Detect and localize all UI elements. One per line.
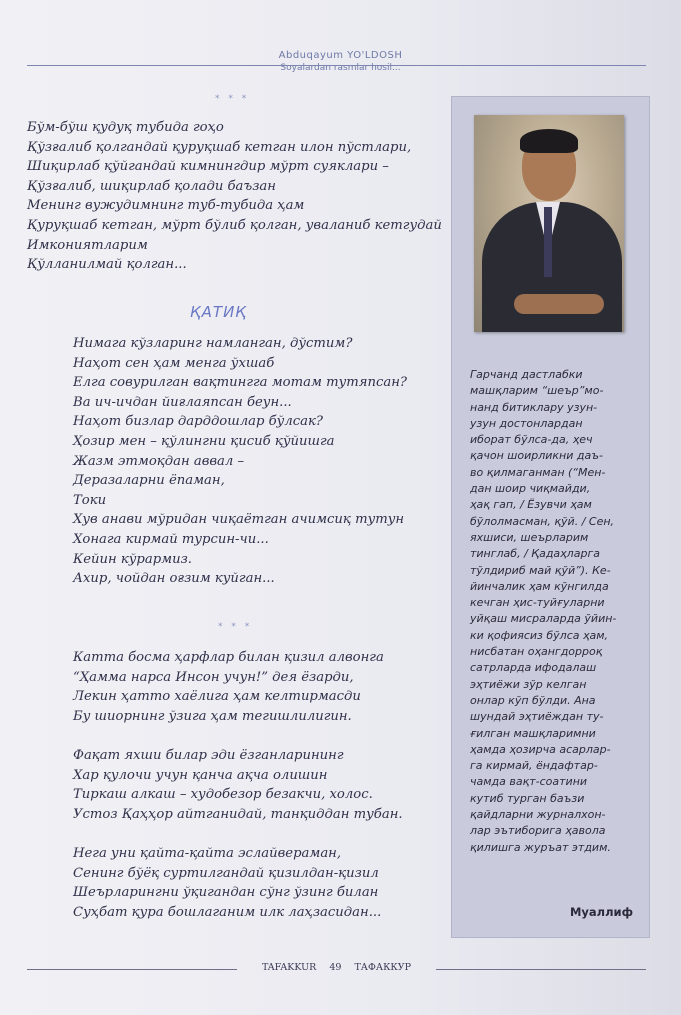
poem-line: Катта босма ҳарфлар билан қизил алвонга [73,650,384,665]
poem-line: Лекин ҳатто хаёлига ҳам келтирмасди [73,689,361,705]
poem-line: Қўлланилмай қолган... [27,257,187,273]
poem-line: Хар қулочи учун қанча ақча олишин [73,767,328,783]
poem-line [73,726,403,746]
page-number: 49 [329,962,342,973]
author-note-line: дан шоир чиқмайди, [470,482,591,496]
author-note-line: сатрларда ифодалаш [470,661,597,675]
author-signature: Муаллиф [569,905,633,919]
poem-line: Шеърларингни ўқигандан сўнг ўзинг билан [73,885,379,901]
author-note-line: ки қофиясиз бўлса ҳам, [470,628,609,642]
poem-line: Ҳозир мен – қўлингни қисиб қўйишга [73,433,335,449]
poem-title-qatiq: ҚАТИҚ [190,303,247,321]
author-note-line: машқларим “шеър”мо- [470,384,604,398]
poem-line: Кейин кўрармиз. [73,551,192,567]
author-note-line: шундай эҳтиёждан ту- [470,710,604,724]
poem-line: Нега уни қайта-қайта эслайвераман, [73,845,342,861]
poem-line: Фақат яхши билар эди ёзганларининг [73,747,344,763]
author-note-line: бўлолмасман, қўй. / Сен, [470,514,615,528]
poem-line: Шиқирлаб қўйгандай кимнингдир мўрт суяклари – [27,159,389,175]
poem-line: Устоз Қаҳҳор айтганидай, танқиддан тубан. [73,806,403,822]
author-note-line: лар эътиборига ҳавола [470,824,606,838]
author-note-line: яхшиси, шеърларим [470,530,589,544]
stanza-separator-top: * * * [215,94,250,104]
author-note-line: Гарчанд дастлабки [470,368,583,381]
poem-line: Елга совурилган вақтингга мотам тутяпсан? [73,375,407,391]
header-rule [27,65,646,66]
author-note-line: иборат бўлса-да, ҳеч [470,433,593,447]
poem-line: Нимага кўзларинг намланган, дўстим? [73,336,353,351]
footer-magazine-latin: TAFAKKUR [261,962,317,973]
poem-line: Токи [73,492,107,508]
author-note-line: ҳамда ҳозирча асарлар- [470,742,611,756]
author-name: Abduqayum YO'LDOSH [278,50,403,61]
poem-line [73,824,403,844]
author-photo [474,115,624,332]
poem-line: Сенинг бўёқ суртилгандай қизилдан-қизил [73,865,379,881]
author-note-line: нанд битикларy узун- [470,400,598,414]
author-note-line: йинчалик ҳам кўнгилда [470,579,609,593]
author-note-line: тўлдириб май қўй”). Ке- [470,563,611,577]
author-note-line: тинглаб, / Қадаҳларга [470,547,600,561]
author-note-line: узун достонлардан [470,416,583,430]
author-note [470,367,636,856]
poem-line: Қўзғалиб, шиқирлаб қолади баъзан [27,178,276,194]
author-note-line: кутиб турган баъзи [470,791,585,805]
author-note-line: қилишга журъат этдим. [470,840,611,854]
poem-untitled [27,118,442,275]
poem-qatiq [73,334,407,589]
poem-line: Хонага кирмай турсин-чи... [73,531,269,547]
poem-line: Қуруқшаб кетган, мўрт бўлиб қолган, уваланиб кетгудай [27,217,442,233]
poem-line: Жазм этмоқдан аввал – [73,453,245,469]
page-footer [27,962,646,978]
poem-line: Суҳбат қура бошлаганим илк лаҳзасидан... [73,904,382,920]
poem-line: Наҳот сен ҳам менга ўхшаб [73,355,275,371]
poem-line: Деразаларни ёпаман, [73,473,225,489]
author-sidebar [451,96,650,938]
poem-line: Наҳот бизлар дарддошлар бўлсак? [73,414,323,430]
author-note-line: уйқаш мисраларда ўйин- [470,612,617,626]
author-note-line: чамда вақт-соатини [470,775,588,789]
footer-magazine-cyrillic: ТАФАККУР [354,962,412,973]
author-note-line: ҳақ гап, / Ёзувчи ҳам [470,498,592,512]
author-note-line: кечган ҳис-туйғуларни [470,596,605,610]
poem-third [73,648,403,922]
poem-line: Ахир, чойдан оғзим куйган... [73,571,275,587]
poem-line: Ва ич-ичдан йиғлаяпсан беун... [73,394,292,410]
page-header [0,50,681,73]
poem-line: “Ҳамма нарса Инсон учун!” дея ёзарди, [73,669,354,685]
footer-rule-right [436,969,646,970]
author-note-line: ғилган машқларимни [470,726,596,740]
author-note-line: эҳтиёжи зўр келган [470,677,587,691]
stanza-separator-middle: * * * [218,622,253,632]
poem-line: Бу шиорнинг ўзига ҳам тегишлилигин. [73,708,352,724]
poem-line: Қўзғалиб қолгандай қуруқшаб кетган илон пўстлари, [27,139,412,155]
poem-line: Тиркаш алкаш – худобезор безакчи, холос. [73,787,373,803]
author-note-line: га кирмай, ёндафтар- [470,759,598,773]
author-note-line: онлар кўп бўлди. Ана [470,693,596,707]
poem-line: Бўм-бўш қудуқ тубида гоҳо [27,120,224,135]
author-note-line: во қилмаганман (“Мен- [470,465,606,479]
poem-line: Имкониятларим [27,237,148,253]
author-note-line: қайдларни журналхон- [470,808,606,822]
section-subtitle: Soyalardan rasmlar hosil... [280,63,401,73]
poem-line: Менинг вужудимнинг туб-тубида ҳам [27,198,305,214]
author-note-line: нисбатан оҳангдорроқ [470,645,603,659]
author-note-line: қачон шоирликни даъ- [470,449,603,463]
poem-line: Хув анави мўридан чиқаётган ачимсиқ тутун [73,512,405,528]
